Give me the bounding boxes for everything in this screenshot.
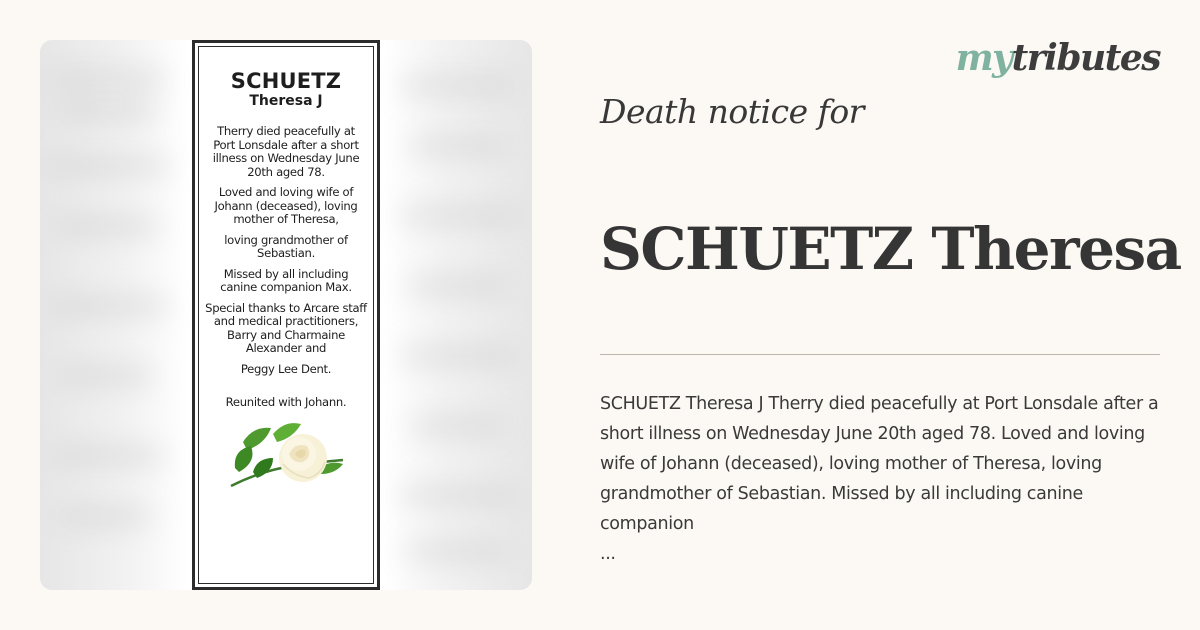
divider [600, 354, 1160, 355]
summary-text: SCHUETZ Theresa J Therry died peacefully at Port Lonsdale after a short illness on Wednesday June 20th aged 78. Loved and loving wife of Johann (deceased), loving mother of Theresa, loving grandmother of Sebastian. Missed by all including canine companion [600, 394, 1159, 534]
clipping-paragraph: Therry died peacefully at Port Lonsdale after a short illness on Wednesday June 20th aged 78. [212, 124, 360, 179]
white-rose-icon [223, 420, 349, 492]
logo-tributes: tributes [1011, 37, 1160, 79]
clipping-surname: SCHUETZ [230, 69, 342, 93]
page-kicker: Death notice for [600, 92, 864, 131]
notice-summary [600, 389, 1160, 569]
clipping-paragraph: Missed by all including canine companion Max. [220, 266, 352, 294]
deceased-name-title: SCHUETZ Theresa [600, 215, 1181, 283]
clipping-paragraph: loving grandmother of Sebastian. [224, 232, 348, 260]
notice-image[interactable] [40, 40, 532, 590]
logo-my: my [955, 37, 1012, 79]
clipping-paragraph: Loved and loving wife of Johann (deceased), loving mother of Theresa, [214, 185, 358, 226]
summary-ellipsis: ... [600, 544, 616, 564]
clipping-given-name: Theresa J [249, 93, 323, 109]
mytributes-logo[interactable] [956, 36, 1160, 80]
clipping-inner-border [198, 46, 374, 584]
clipping-paragraph: Reunited with Johann. [225, 395, 347, 409]
clipping-paragraph: Peggy Lee Dent. [240, 361, 332, 376]
clipping-paragraph: Special thanks to Arcare staff and medical practitioners, Barry and Charmaine Alexander and [205, 300, 367, 355]
newspaper-clipping [192, 40, 380, 590]
